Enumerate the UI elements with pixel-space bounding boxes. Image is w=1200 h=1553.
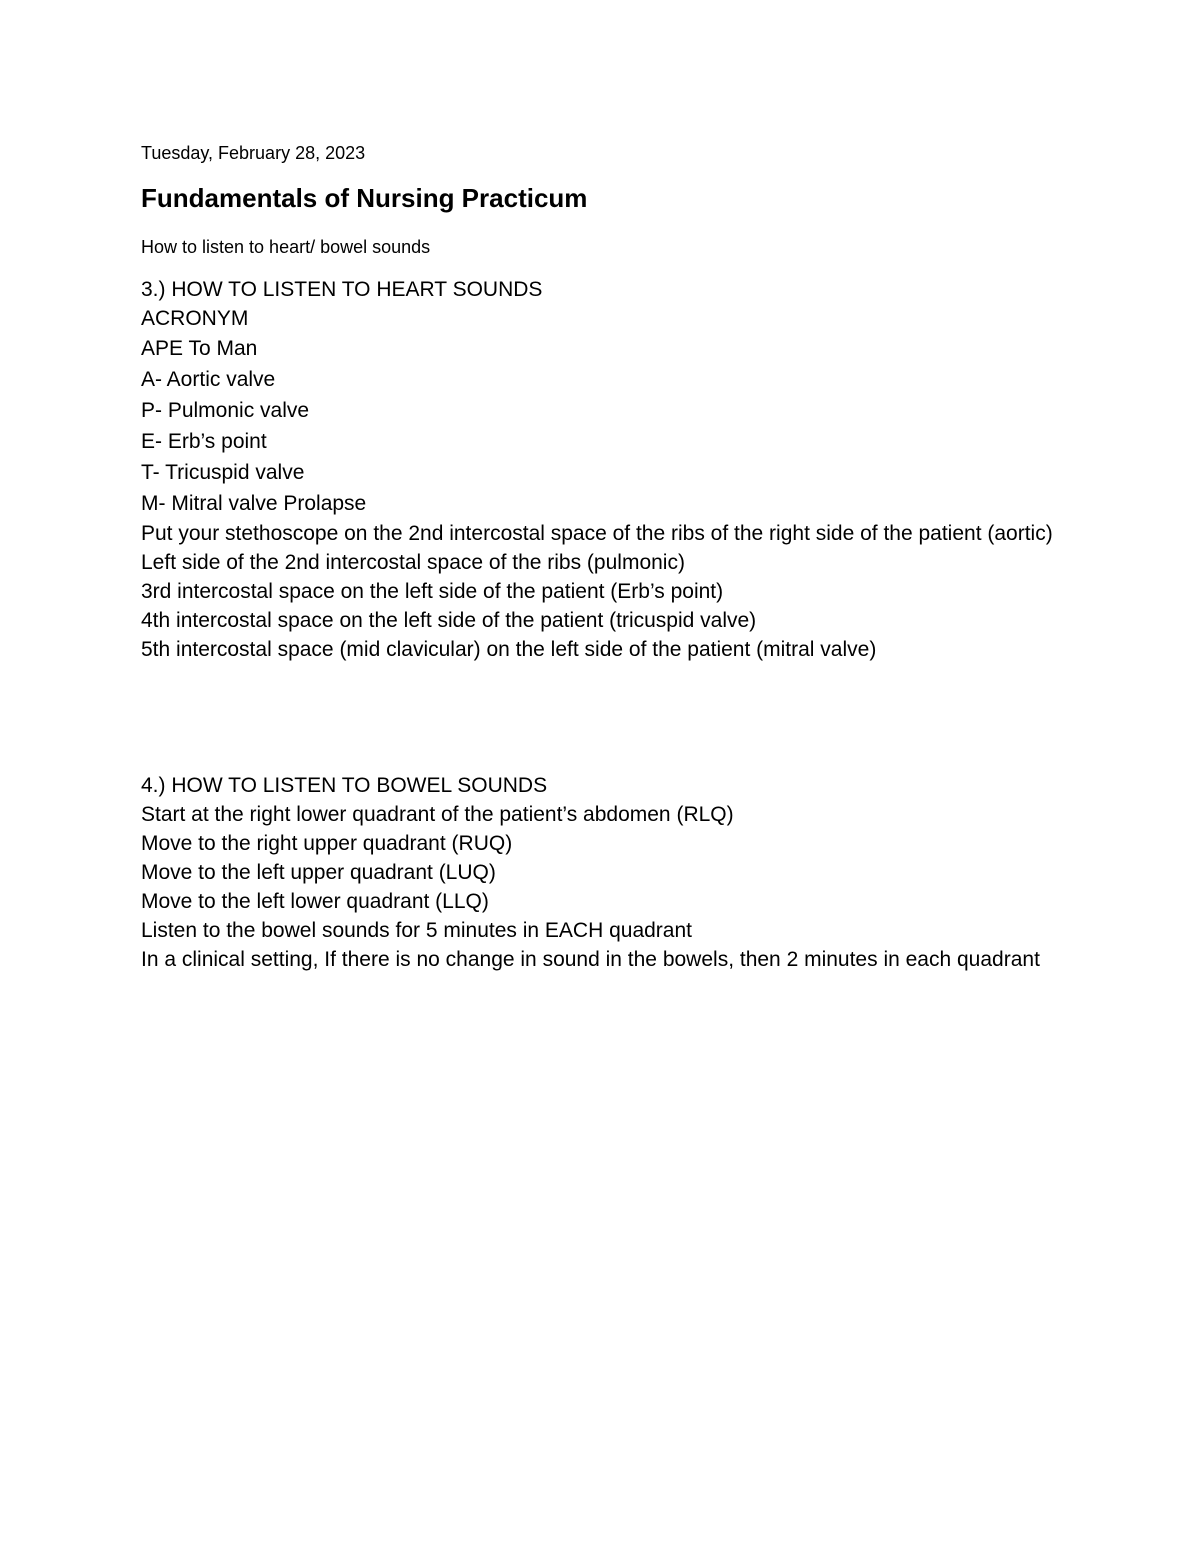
- document-date: Tuesday, February 28, 2023: [141, 143, 366, 163]
- acronym-label: ACRONYM: [141, 307, 249, 330]
- document-content: [141, 140, 1101, 974]
- acronym-item-pulmonic: P- Pulmonic valve: [141, 399, 310, 422]
- bowel-step-luq: Move to the left upper quadrant (LUQ): [141, 861, 496, 884]
- heart-instruction-mitral: 5th intercostal space (mid clavicular) on the left side of the patient (mitral valve): [141, 638, 877, 661]
- acronym-item-mitral: M- Mitral valve Prolapse: [141, 492, 367, 515]
- heart-instruction-erbs-point: 3rd intercostal space on the left side of the patient (Erb’s point): [141, 580, 724, 603]
- document-subtitle: How to listen to heart/ bowel sounds: [141, 237, 431, 257]
- acronym-phrase: APE To Man: [141, 337, 258, 360]
- heart-instruction-tricuspid: 4th intercostal space on the left side of the patient (tricuspid valve): [141, 609, 757, 632]
- bowel-step-llq: Move to the left lower quadrant (LLQ): [141, 890, 489, 913]
- heart-sounds-heading: 3.) HOW TO LISTEN TO HEART SOUNDS: [141, 278, 543, 301]
- bowel-step-clinical-setting: In a clinical setting, If there is no change in sound in the bowels, then 2 minutes in each quadrant: [141, 948, 1040, 971]
- bowel-step-rlq: Start at the right lower quadrant of the patient’s abdomen (RLQ): [141, 803, 734, 826]
- bowel-step-duration: Listen to the bowel sounds for 5 minutes in EACH quadrant: [141, 919, 692, 942]
- bowel-sounds-heading: 4.) HOW TO LISTEN TO BOWEL SOUNDS: [141, 774, 548, 797]
- heart-sounds-section: [141, 275, 1101, 664]
- heart-instruction-pulmonic: Left side of the 2nd intercostal space of the ribs (pulmonic): [141, 551, 685, 574]
- acronym-item-tricuspid: T- Tricuspid valve: [141, 461, 305, 484]
- bowel-sounds-section: [141, 771, 1101, 974]
- acronym-item-aortic: A- Aortic valve: [141, 368, 276, 391]
- bowel-step-ruq: Move to the right upper quadrant (RUQ): [141, 832, 513, 855]
- document-title: Fundamentals of Nursing Practicum: [141, 183, 588, 213]
- acronym-item-erbs-point: E- Erb’s point: [141, 430, 267, 453]
- heart-instruction-aortic: Put your stethoscope on the 2nd intercostal space of the ribs of the right side of the patient (aortic): [141, 522, 1053, 545]
